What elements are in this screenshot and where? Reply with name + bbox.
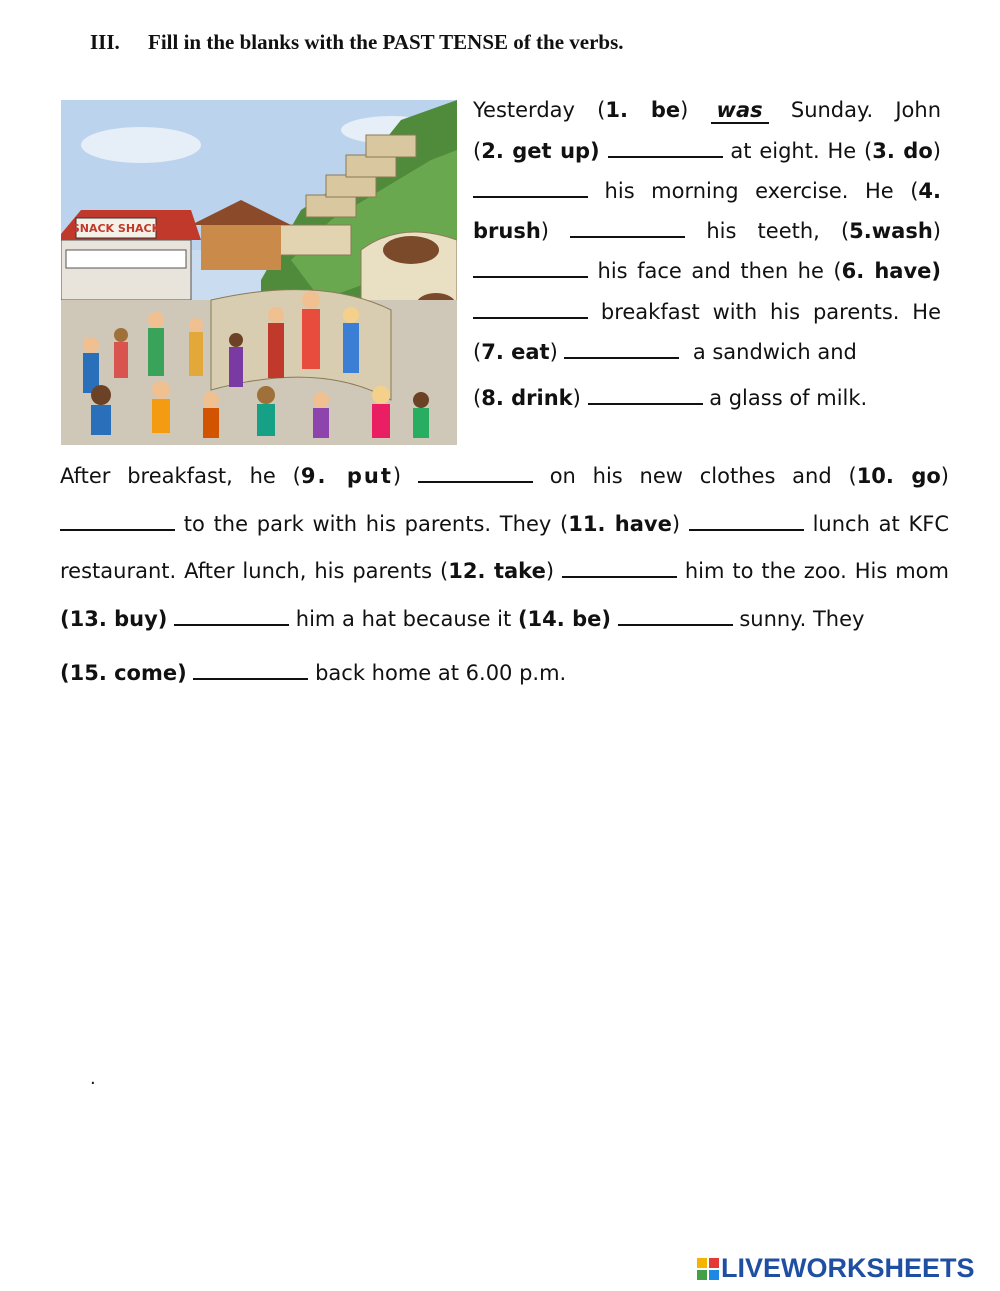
text-line-7: (7. eat) a sandwich and — [473, 340, 857, 364]
answer-blank-2[interactable] — [608, 138, 723, 158]
answer-blank-12[interactable] — [562, 558, 677, 578]
text-line-2: (2. get up) at eight. He (3. do) — [473, 139, 941, 163]
text-line-10: to the park with his parents. They (11. have) lunch at KFC — [60, 510, 949, 538]
answer-blank-4[interactable] — [570, 218, 685, 238]
answer-blank-11[interactable] — [689, 511, 804, 531]
exercise-number: III. — [90, 30, 120, 54]
liveworksheets-logo — [697, 1253, 975, 1284]
answer-blank-8[interactable] — [588, 385, 703, 405]
example-answer: was — [711, 98, 769, 124]
exercise-instruction: Fill in the blanks with the PAST TENSE of the verbs. — [148, 30, 624, 54]
text-line-9: After breakfast, he (9. put) on his new clothes and (10. go) — [60, 464, 949, 488]
answer-blank-15[interactable] — [193, 660, 308, 680]
snack-shack-sign: SNACK SHACK — [71, 222, 161, 235]
text-line-8: (8. drink) a glass of milk. — [473, 386, 868, 410]
exercise-heading — [90, 30, 624, 55]
answer-blank-10[interactable] — [60, 511, 175, 531]
text-line-5: his face and then he (6. have) — [473, 257, 941, 285]
text-line-1: Yesterday (1. be) was Sunday. John — [473, 98, 942, 122]
logo-cubes-icon — [697, 1258, 719, 1280]
text-line-4: brush) his teeth, (5.wash) — [473, 219, 941, 243]
zoo-scene-illustration — [61, 100, 457, 445]
text-line-3: his morning exercise. He (4. — [473, 177, 941, 205]
answer-blank-7[interactable] — [564, 339, 679, 359]
answer-blank-3[interactable] — [473, 178, 588, 198]
answer-blank-5[interactable] — [473, 258, 588, 278]
answer-blank-9[interactable] — [418, 463, 533, 483]
text-line-6: breakfast with his parents. He — [473, 298, 941, 326]
text-line-13: (15. come) back home at 6.00 p.m. — [60, 661, 567, 685]
stray-dot: . — [90, 1068, 96, 1089]
text-line-11: restaurant. After lunch, his parents (12. take) him to the zoo. His mom — [60, 559, 949, 583]
answer-blank-14[interactable] — [618, 606, 733, 626]
text-line-12: (13. buy) him a hat because it (14. be) sunny. They — [60, 607, 865, 631]
answer-blank-6[interactable] — [473, 299, 588, 319]
logo-text: LIVEWORKSHEETS — [721, 1253, 975, 1283]
answer-blank-13[interactable] — [174, 606, 289, 626]
